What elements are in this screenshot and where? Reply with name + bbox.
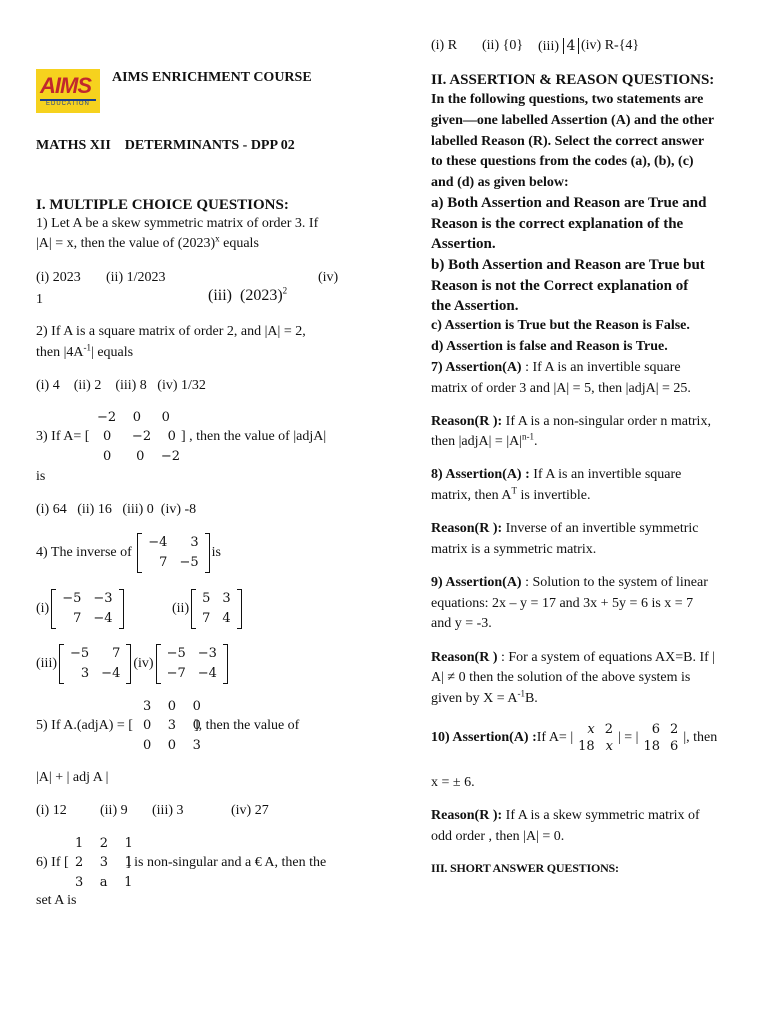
- section-short-heading: III. SHORT ANSWER QUESTIONS:: [431, 861, 619, 875]
- q6-prefix: 6) If [: [36, 855, 69, 870]
- q9-reason-line2: A| ≠ 0 then the solution of the above system is: [431, 670, 691, 685]
- q10-reason-line1: Reason(R ): If A is a skew symmetric matrix of: [431, 808, 700, 823]
- q2-options: (i) 4 (ii) 2 (iii) 8 (iv) 1/32: [36, 378, 206, 393]
- q1-text-line1: 1) Let A be a skew symmetric matrix of order 3. If: [36, 216, 319, 231]
- q5-matrix-row1: 3 0 0: [143, 699, 201, 714]
- q1-option-4-value: 1: [36, 292, 43, 307]
- q6-suffix: ] is non-singular and a € A, then the: [126, 855, 327, 870]
- q10-reason-line2: odd order , then |A| = 0.: [431, 829, 565, 844]
- q5-matrix-row2: 0 3 0: [143, 718, 201, 733]
- q10-assertion-line2: x = ± 6.: [431, 775, 475, 790]
- q3-suffix: ] , then the value of |adjA|: [181, 429, 327, 444]
- q2-text-line2: then $|4A^{-1}|$ equals: [36, 342, 134, 360]
- q9-reason-line3: given by $X = A^{-1}B$.: [431, 688, 538, 706]
- q8-reason-line1: Reason(R ): Inverse of an invertible symmetric: [431, 521, 699, 536]
- q1-option-2: (ii) 1/2023: [106, 270, 166, 285]
- ar-intro-5: and (d) as given below:: [431, 175, 569, 190]
- ar-code-b2: Reason is not the Correct explanation of: [431, 278, 689, 294]
- q10-matrix-2: 6 2 18 6: [643, 722, 679, 754]
- q5-option-3: (iii) 3: [152, 803, 184, 818]
- page-title: MATHS XII DETERMINANTS - DPP 02: [36, 138, 295, 153]
- q6-option-3: (iii) 4: [538, 36, 579, 57]
- ar-code-a2: Reason is the correct explanation of the: [431, 216, 684, 232]
- q4-option-3: (iii) −5 7 3 −4 (iv) −5 −3 −7 −4: [36, 644, 230, 684]
- q5-suffix: ], then the value of: [194, 718, 300, 733]
- q8-reason-line2: matrix is a symmetric matrix.: [431, 542, 597, 557]
- ar-code-b3: the Assertion.: [431, 298, 519, 314]
- section-mcq-heading: I. MULTIPLE CHOICE QUESTIONS:: [36, 197, 289, 213]
- q5-option-2: (ii) 9: [100, 803, 128, 818]
- aims-logo: AIMS EDUCATION: [36, 69, 100, 113]
- q5-matrix-row3: 0 0 3: [143, 738, 201, 753]
- q3-cont: is: [36, 469, 46, 484]
- ar-intro-1: In the following questions, two statements are: [431, 92, 704, 107]
- section-ar-heading: II. ASSERTION & REASON QUESTIONS:: [431, 72, 715, 88]
- ar-code-d: d) Assertion is false and Reason is True.: [431, 339, 668, 354]
- q4-option-1: (i) −5 −3 7 −4: [36, 589, 126, 629]
- q6-cont: set A is: [36, 893, 77, 908]
- ar-intro-2: given—one labelled Assertion (A) and the other: [431, 113, 715, 128]
- ar-intro-3: labelled Reason (R). Select the correct answer: [431, 134, 705, 149]
- q2-text-line1: 2) If A is a square matrix of order 2, and |A| = 2,: [36, 324, 306, 339]
- q6-option-2: (ii) {0}: [482, 38, 524, 53]
- ar-intro-4: to these questions from the codes (a), (b), (c): [431, 154, 694, 169]
- q9-assertion-line3: and y = -3.: [431, 616, 492, 631]
- q3-options: (i) 64 (ii) 16 (iii) 0 (iv) -8: [36, 502, 197, 517]
- q6-matrix-row2: 2 3 1: [75, 855, 133, 870]
- ar-code-a3: Assertion.: [431, 236, 496, 252]
- q7-assertion-line1: 7) Assertion(A) : If A is an invertible square: [431, 360, 681, 375]
- q4-option-4-label: (iv): [133, 656, 154, 671]
- q9-assertion-line1: 9) Assertion(A) : Solution to the system of linear: [431, 575, 708, 590]
- q6-option-4: (iv) R-{4}: [581, 38, 640, 53]
- q4-option-2: (ii) 5 3 7 4: [172, 589, 244, 629]
- q4-matrix: −4 3 7 −5: [137, 533, 209, 573]
- q5-prefix: 5) If A.(adjA) = [: [36, 718, 133, 733]
- ar-code-c: c) Assertion is True but the Reason is False.: [431, 318, 690, 333]
- q5-option-1: (i) 12: [36, 803, 67, 818]
- q1-text-line2: |A| = x, then the value of $(2023)^x$ equals: [36, 233, 259, 251]
- ar-code-a1: a) Both Assertion and Reason are True and: [431, 195, 707, 211]
- q8-assertion-line1: 8) Assertion(A) : If A is an invertible square: [431, 467, 682, 482]
- ar-code-b1: b) Both Assertion and Reason are True but: [431, 257, 705, 273]
- q3-prefix: 3) If A= [: [36, 429, 90, 444]
- q1-option-3: (iii) $(2023)^2$: [208, 285, 288, 304]
- q9-reason-line1: Reason(R ) : For a system of equations AX=B. If |: [431, 650, 716, 665]
- q6-matrix-row3: 3 a 1: [75, 875, 133, 890]
- q1-option-4: (iv): [318, 270, 339, 285]
- q10-matrix-1: x 2 18 x: [578, 722, 613, 754]
- q5-option-4: (iv) 27: [231, 803, 269, 818]
- q3-matrix-row1: −2 0 0: [97, 410, 170, 425]
- q4-option-4: −5 −3 −7 −4: [156, 644, 228, 684]
- q9-assertion-line2: equations: 2x – y = 17 and 3x + 5y = 6 is x = 7: [431, 596, 694, 611]
- q7-assertion-line2: matrix of order 3 and |A| = 5, then |adjA| = 25.: [431, 381, 691, 396]
- q10-assertion-line1: 10) Assertion(A) : If A= | x 2 18 x | = | 6 2 18 6 |, then: [431, 722, 718, 754]
- q3-matrix-row3: 0 0 −2: [103, 449, 181, 464]
- q4-question: 4) The inverse of −4 3 7 −5 is: [36, 533, 221, 573]
- q8-assertion-line2: matrix, then $A^T$ is invertible.: [431, 485, 591, 503]
- q1-option-1: (i) 2023: [36, 270, 81, 285]
- q6-option-1: (i) R: [431, 38, 458, 53]
- q3-matrix-row2: 0 −2 0: [103, 429, 176, 444]
- q7-reason-line2: then |adjA| = $|A|^{n-1}$.: [431, 431, 538, 449]
- q6-matrix-row1: 1 2 1: [75, 836, 133, 851]
- q7-reason-line1: Reason(R ): If A is a non-singular order n matrix,: [431, 414, 711, 429]
- course-title: AIMS ENRICHMENT COURSE: [112, 70, 312, 85]
- q5-expression: |A| + | adj A |: [36, 770, 109, 785]
